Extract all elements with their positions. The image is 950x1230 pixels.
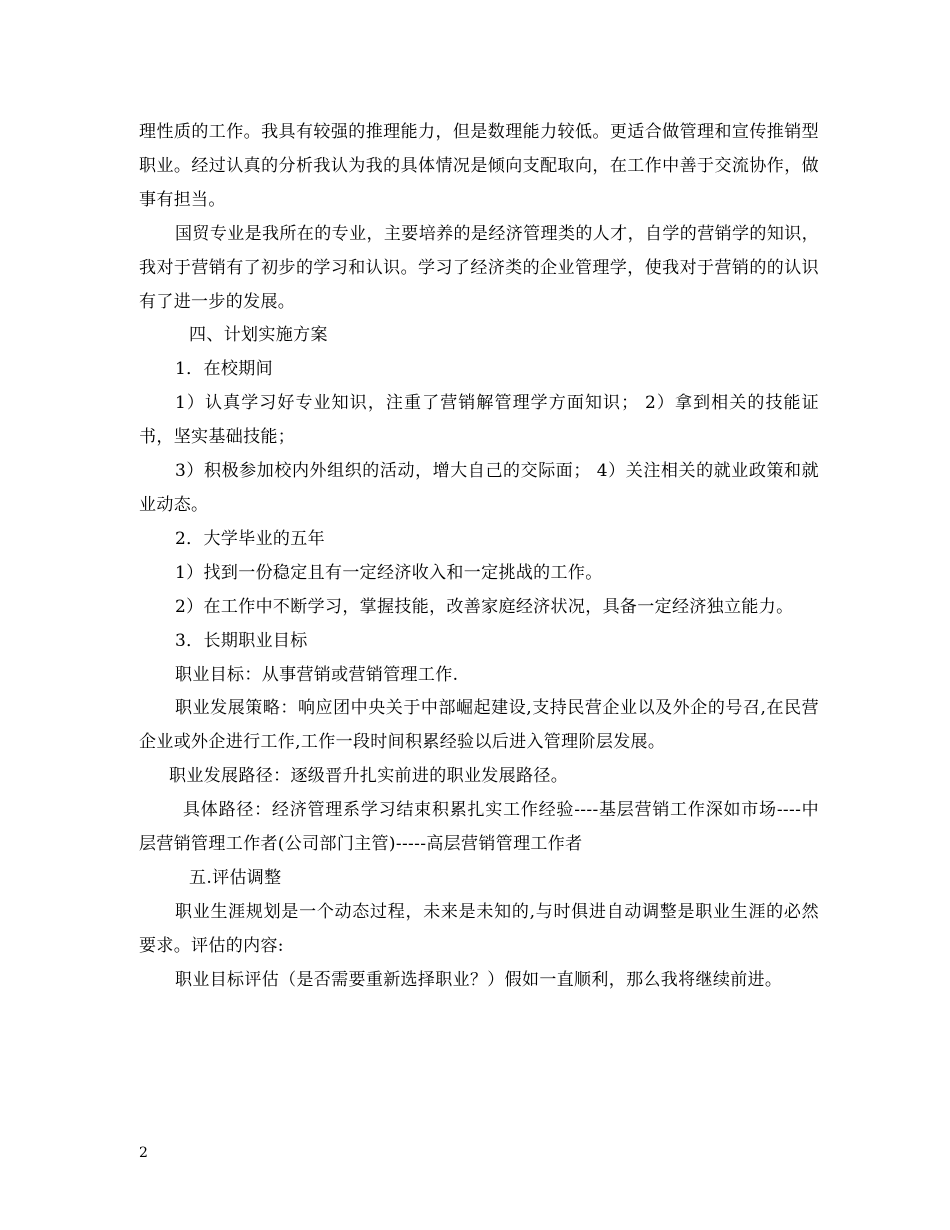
paragraph-school-goals-1: 1）认真学习好专业知识，注重了营销解管理学方面知识； 2）拿到相关的技能证书，坚实基础技能； bbox=[139, 393, 819, 448]
subheading-school-period: 1．在校期间 bbox=[175, 359, 273, 380]
paragraph-career-path: 职业发展路径：逐级晋升扎实前进的职业发展路径。 bbox=[169, 766, 569, 787]
paragraph-career-goal: 职业目标：从事营销或营销管理工作. bbox=[175, 664, 459, 685]
subheading-long-term-goal: 3．长期职业目标 bbox=[175, 630, 308, 651]
page-number: 2 bbox=[139, 1145, 148, 1161]
section-heading-implementation-plan: 四、计划实施方案 bbox=[189, 325, 328, 346]
paragraph-goal-evaluation: 职业目标评估（是否需要重新选择职业？）假如一直顺利，那么我将继续前进。 bbox=[175, 969, 783, 990]
paragraph-career-strategy: 职业发展策略：响应团中央关于中部崛起建设,支持民营企业以及外企的号召,在民营企业或外企进行工作,工作一段时间积累经验以后进入管理阶层发展。 bbox=[139, 698, 819, 753]
paragraph-keep-learning: 2）在工作中不断学习，掌握技能，改善家庭经济状况，具备一定经济独立能力。 bbox=[175, 596, 794, 617]
paragraph-specific-path: 具体路径：经济管理系学习结束积累扎实工作经验----基层营销工作深如市场----中层营销管理工作者(公司部门主管)-----高层营销管理工作者 bbox=[139, 800, 819, 855]
document-body bbox=[139, 116, 819, 998]
paragraph-major-description: 国贸专业是我所在的专业，主要培养的是经济管理类的人才，自学的营销学的知识，我对于营销有了初步的学习和认识。学习了经济类的企业管理学，使我对于营销的的认识有了进一步的发展。 bbox=[139, 223, 819, 312]
paragraph-evaluation-intro: 职业生涯规划是一个动态过程，未来是未知的,与时俱进自动调整是职业生涯的必然要求。评估的内容: bbox=[139, 901, 819, 956]
subheading-five-years-after-graduation: 2．大学毕业的五年 bbox=[175, 528, 325, 549]
paragraph-stable-job: 1）找到一份稳定且有一定经济收入和一定挑战的工作。 bbox=[175, 562, 603, 583]
section-heading-evaluation: 五.评估调整 bbox=[189, 867, 282, 888]
paragraph-school-goals-2: 3）积极参加校内外组织的活动，增大自己的交际面； 4）关注相关的就业政策和就业动态。 bbox=[139, 461, 819, 515]
paragraph-personality-analysis: 理性质的工作。我具有较强的推理能力，但是数理能力较低。更适合做管理和宣传推销型职业。经过认真的分析我认为我的具体情况是倾向支配取向，在工作中善于交流协作，做事有担当。 bbox=[139, 122, 819, 210]
